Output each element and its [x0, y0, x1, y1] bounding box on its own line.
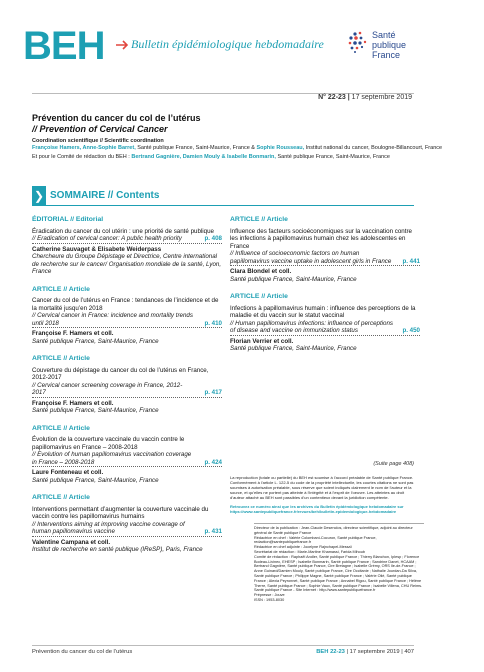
credit-line: Prépresse : Jouve — [254, 593, 285, 598]
article-entry[interactable] — [32, 436, 222, 484]
editorial-committee — [32, 154, 452, 161]
arrow-icon — [116, 39, 130, 51]
section-label: ARTICLE // Article — [32, 494, 90, 501]
article-entry[interactable] — [32, 367, 222, 415]
toc-entry — [230, 216, 420, 283]
credit-line: Comité de rédaction : Raphaël Andler, Santé publique France ; Thierry Blanchon, Iplesp ; Florence Bodeau-Livinec, EHESP ; Isabelle Bonmarin, Santé publique France ; Sandrine Danet, HCAAM ; Bertrand Gagnière, Santé publique France, Cire Bretagne ; Isabelle Grémy, ORS Ile-de-France ; Anne Guinard/Damien Mouly, Santé publique France, Cire Occitanie ; Nathalie Jourdan-Da Silva, Santé publique France ; Philippe Magne, Santé publique France ; Valérie Olié, Santé publique France ; Alexia Peyronnet, Santé publique France ; Annabel Rigou, Santé publique France ; Hélène Therre, Santé publique France ; Sophie Vaux, Santé publique France ; Isabelle Villena, CHU Reims. — [254, 554, 423, 588]
page-ref[interactable]: p. 450 — [402, 327, 420, 334]
legal-notice — [230, 475, 418, 514]
publisher-line: publique — [372, 40, 407, 50]
article-authors: Catherine Sauvaget & Elisabete Weiderpass — [32, 245, 162, 253]
article-title-en-line — [230, 250, 420, 266]
masthead — [0, 0, 484, 80]
page-ref[interactable]: p. 431 — [204, 528, 222, 535]
article-authors: Valentine Campana et coll. — [32, 538, 111, 546]
editorial-affil: Santé publique France, Saint-Maurice, France — [275, 154, 390, 160]
article-title-en-line — [32, 382, 222, 398]
toc-entry — [32, 355, 222, 415]
coordination-block — [32, 138, 452, 161]
coordinator-affil: Santé publique France, Saint-Maurice, France & — [135, 145, 257, 151]
credit-line: Rédactrice en chef : Valérie Colombani-Cocuron, Santé publique France, redaction@santepubliquefrance.fr — [254, 535, 377, 545]
credit-line[interactable]: Santé publique France - Site Internet : http://www.santepubliquefrance.fr — [254, 588, 376, 593]
copyright-text: La reproduction (totale ou partielle) du BEH est soumise à l’accord préalable de Santé publique France. Conformément à l’article L. 122-5 du code de la propriété intellectuelle, les courtes citations ne sont pas soumises à autorisation préalable, sous réserve que soient indiqués clairement le nom de l’auteur et la source, et qu’elles ne portent pas atteinte à l’intégrité et à l’esprit de l’oeuvre. Les atteintes au droit d’auteur attaché au BEH sont passibles d’un contentieux devant la juridiction compétente. — [230, 475, 414, 500]
page-ref[interactable]: p. 424 — [204, 458, 222, 466]
article-title-en: // Cervical cancer screening coverage in France, 2012-2017 — [32, 381, 183, 396]
article-authors: Florian Verrier et coll. — [230, 337, 294, 345]
article-affiliation: Institut de recherche en santé publique (IReSP), Paris, France — [32, 546, 203, 553]
credit-line: ISSN : 1953-8030 — [254, 597, 285, 602]
article-title-fr: Infections à papillomavirus humain : influence des perceptions de la maladie et du vaccin sur le statut vaccinal — [230, 304, 416, 319]
coordinator: Sophie Rousseau, — [256, 145, 305, 151]
archive-link[interactable]: Retrouvez ce numéro ainsi que les archives du Bulletin épidémiologique hebdomadaire sur https://www.santepubliquefrance.fr/revues/beh/bulletin-epidemiologique-hebdomadaire — [230, 504, 404, 514]
chevron-right-icon: ❯ — [32, 186, 46, 206]
sante-publique-france-logo-icon — [346, 30, 372, 56]
coordination-label: Coordination scientifique // Scientific coordination — [32, 138, 164, 144]
contents-right-column — [230, 216, 420, 363]
toc-entry — [32, 286, 222, 346]
coordination-people — [32, 145, 442, 151]
section-label: ÉDITORIAL // Editorial — [32, 216, 104, 223]
article-title-en-line — [32, 451, 222, 467]
contents-left-column — [32, 216, 222, 564]
issue-date: 17 septembre 2019 — [351, 94, 412, 101]
page-footer — [32, 645, 414, 657]
editorial-label: Et pour le Comité de rédaction du BEH : — [32, 154, 132, 160]
sommaire-title: SOMMAIRE // Contents — [50, 190, 160, 201]
article-authors: Clara Blondel et coll. — [230, 268, 292, 275]
issue-info: N° 22-23 | 17 septembre 2019 — [318, 94, 412, 101]
article-title-en-line — [32, 235, 222, 244]
toc-entry — [32, 425, 222, 485]
article-entry[interactable] — [32, 297, 222, 345]
publisher-line: Santé — [372, 30, 396, 40]
title-fr: Prévention du cancer du col de l’utérus — [32, 113, 201, 123]
page-ref[interactable]: p. 408 — [204, 235, 222, 242]
credit-line: Rédactrice en chef adjointe : Jocelyne Rajnchapel-Messaï — [254, 545, 352, 550]
footer-beh: BEH 22-23 — [316, 649, 345, 655]
article-title-en: // Evolution of human papillomavirus vaccination coverage in France – 2008-2018 — [32, 451, 192, 466]
section-label: ARTICLE // Article — [32, 285, 90, 293]
credit-line: Directeur de la publication : Jean-Claude Desenclos, directeur scientifique, adjoint au directeur général de Santé publique France — [254, 526, 413, 535]
publisher-line: France — [372, 50, 401, 60]
sommaire-header — [32, 186, 414, 206]
article-affiliation: Santé publique France, Saint-Maurice, France — [32, 407, 159, 414]
article-title-en: // Human papillomavirus infections: influence of perceptions of disease and vaccine on immunization status — [230, 319, 394, 334]
bulletin-title: Bulletin épidémiologique hebdomadaire — [131, 37, 324, 51]
article-title-fr: Interventions permettant d’augmenter la couverture vaccinale du vaccin contre les papillomavirus humains — [32, 505, 209, 520]
page-title — [32, 113, 201, 135]
beh-logo — [23, 26, 115, 62]
page-ref[interactable]: p. 417 — [204, 389, 222, 396]
footer-title: Prévention du cancer du col de l’utérus — [32, 649, 133, 655]
article-authors: Françoise F. Hamers et coll. — [32, 399, 114, 407]
section-label: ARTICLE // Article — [230, 293, 288, 300]
article-authors: Françoise F. Hamers et coll. — [32, 330, 114, 337]
page-ref[interactable]: p. 410 — [204, 319, 222, 327]
article-title-en-line — [32, 312, 222, 328]
article-affiliation: Santé publique France, Saint-Maurice, France — [230, 275, 357, 283]
article-title-fr: Cancer du col de l’utérus en France : tendances de l’incidence et de la mortalité jusqu’en 2018 — [32, 297, 219, 312]
toc-entry — [32, 494, 222, 554]
toc-entry — [32, 216, 222, 276]
article-entry[interactable] — [230, 228, 420, 284]
article-title-en: // Interventions aiming at improving vaccine coverage of human papillomavirus vaccine — [32, 520, 185, 535]
article-title-fr: Évolution de la couverture vaccinale du vaccin contre le papillomavirus en France – 2008-2018 — [32, 436, 185, 451]
article-title-en-line — [32, 521, 222, 537]
article-title-en-line — [230, 320, 420, 336]
credit-line: Secrétariat de rédaction : Marie-Martine Khamassi, Farida Mihoub — [254, 549, 366, 554]
continued-note: (Suite page 408) — [373, 461, 414, 467]
article-title-en: // Influence of socioeconomic factors on human papillomavirus vaccine uptake in adolescent girls in France — [230, 250, 392, 265]
article-affiliation: Santé publique France, Saint-Maurice, France — [32, 337, 159, 345]
article-title-fr: Éradication du cancer du col utérin : une priorité de santé publique — [32, 227, 214, 235]
article-title-en: // Eradication of cervical cancer: A public health priority — [32, 235, 182, 242]
beh-logo-text: BEH — [23, 26, 105, 62]
page-ref[interactable]: p. 441 — [402, 257, 420, 265]
coordinator: Françoise Hamers, Anne-Sophie Barret, — [32, 145, 136, 151]
editorial-people: Bertrand Gagnière, Damien Mouly & Isabelle Bonmarin, — [131, 154, 276, 160]
coordinator-affil: Institut national du cancer, Boulogne-Billancourt, France — [304, 145, 443, 151]
article-title-fr: Couverture du dépistage du cancer du col de l’utérus en France, 2012-2017 — [32, 366, 209, 381]
section-label: ARTICLE // Article — [230, 216, 288, 223]
article-title-fr: Influence des facteurs socioéconomiques sur la vaccination contre les infections à papillomavirus humain chez les adolescentes en France — [230, 227, 412, 250]
article-affiliation: Santé publique France, Saint-Maurice, France — [32, 476, 159, 484]
footer-date-page: | 17 septembre 2019 | 407 — [344, 649, 414, 655]
article-entry[interactable] — [230, 305, 420, 353]
section-label: ARTICLE // Article — [32, 355, 90, 362]
article-entry[interactable] — [32, 506, 222, 554]
publisher-name — [372, 30, 406, 60]
footer-issue — [316, 649, 414, 655]
article-affiliation: Santé publique France, Saint-Maurice, France — [230, 345, 357, 352]
credits-box — [254, 523, 424, 613]
toc-entry — [230, 293, 420, 353]
section-label: ARTICLE // Article — [32, 424, 90, 432]
article-authors: Laure Fonteneau et coll. — [32, 469, 104, 476]
issue-number: N° 22-23 — [318, 94, 346, 101]
article-entry[interactable] — [32, 228, 222, 276]
article-affiliation: Chercheure du Groupe Dépistage et Directrice, Centre international de recherche sur le cancer/ Organisation mondiale de la santé, Lyon, France — [32, 253, 222, 275]
title-en: // Prevention of Cervical Cancer — [32, 124, 168, 134]
article-title-en: // Cervical cancer in France: incidence and mortality trends until 2018 — [32, 312, 193, 327]
